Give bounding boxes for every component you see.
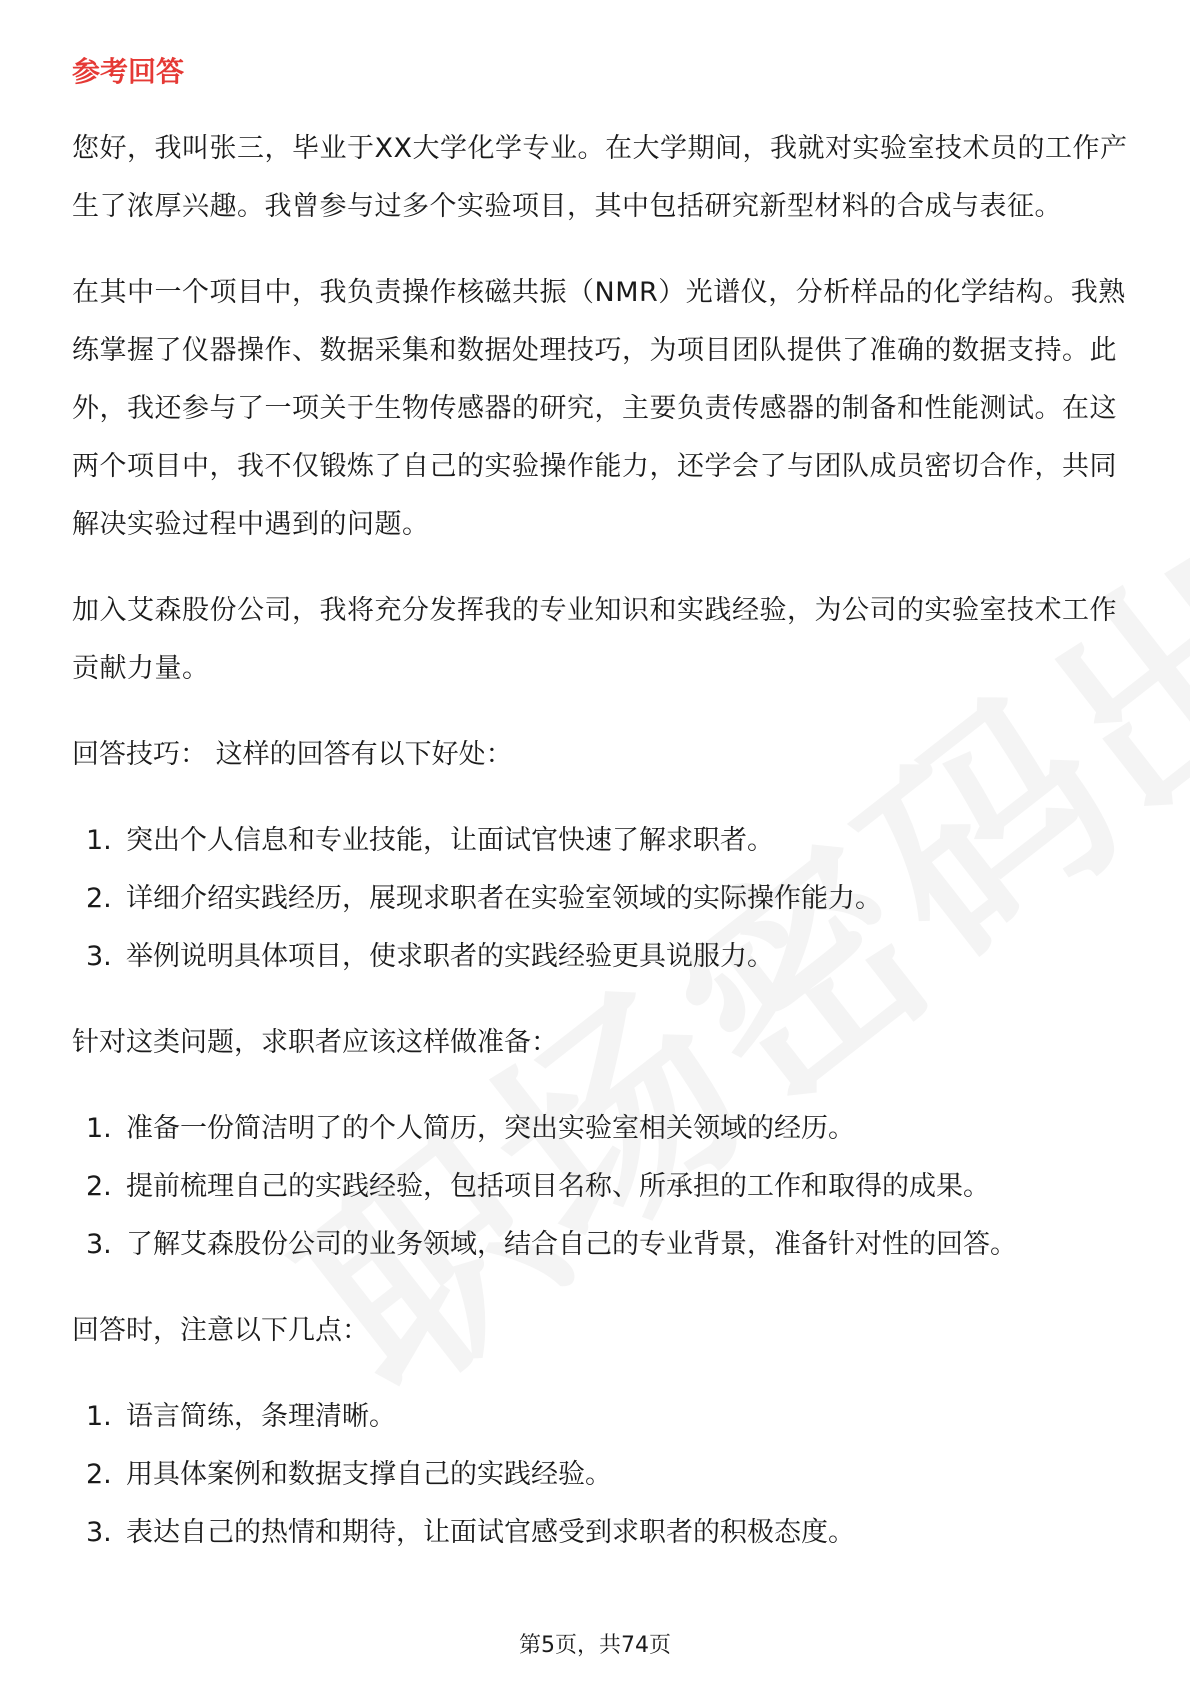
list-number: 3. [86, 1517, 112, 1548]
list-item [86, 1504, 1132, 1562]
document-page [72, 48, 1132, 1590]
list-number: 2. [86, 1459, 112, 1490]
notes-label: 回答时，注意以下几点： [72, 1315, 369, 1346]
list-text: 准备一份简洁明了的个人简历，突出实验室相关领域的经历。 [126, 1113, 855, 1144]
list-item [86, 812, 1132, 870]
tips-list [72, 812, 1132, 986]
list-item [86, 1388, 1132, 1446]
prep-list [72, 1100, 1132, 1274]
list-number: 2. [86, 1171, 112, 1202]
list-number: 3. [86, 1229, 112, 1260]
list-text: 了解艾森股份公司的业务领域，结合自己的专业背景，准备针对性的回答。 [126, 1229, 1017, 1260]
list-number: 3. [86, 941, 112, 972]
tips-label: 回答技巧： 这样的回答有以下好处： [72, 739, 513, 770]
list-item [86, 1216, 1132, 1274]
list-text: 提前梳理自己的实践经验，包括项目名称、所承担的工作和取得的成果。 [126, 1171, 990, 1202]
notes-list [72, 1388, 1132, 1562]
list-number: 2. [86, 883, 112, 914]
list-text: 用具体案例和数据支撑自己的实践经验。 [126, 1459, 612, 1490]
list-text: 表达自己的热情和期待，让面试官感受到求职者的积极态度。 [126, 1517, 855, 1548]
section-heading: 参考回答 [72, 55, 185, 88]
list-item [86, 870, 1132, 928]
page-number-footer: 第5页，共74页 [519, 1633, 671, 1658]
list-item [86, 928, 1132, 986]
list-text: 详细介绍实践经历，展现求职者在实验室领域的实际操作能力。 [126, 883, 882, 914]
list-text: 突出个人信息和专业技能，让面试官快速了解求职者。 [126, 825, 774, 856]
closing-paragraph: 加入艾森股份公司，我将充分发挥我的专业知识和实践经验，为公司的实验室技术工作贡献力量。 [72, 595, 1117, 684]
intro-paragraph: 您好，我叫张三，毕业于XX大学化学专业。在大学期间，我就对实验室技术员的工作产生了浓厚兴趣。我曾参与过多个实验项目，其中包括研究新型材料的合成与表征。 [72, 133, 1128, 222]
project-paragraph: 在其中一个项目中，我负责操作核磁共振（NMR）光谱仪，分析样品的化学结构。我熟练掌握了仪器操作、数据采集和数据处理技巧，为项目团队提供了准确的数据支持。此外，我还参与了一项关于生物传感器的研究，主要负责传感器的制备和性能测试。在这两个项目中，我不仅锻炼了自己的实验操作能力，还学会了与团队成员密切合作，共同解决实验过程中遇到的问题。 [72, 277, 1126, 540]
list-item [86, 1158, 1132, 1216]
list-number: 1. [86, 1401, 112, 1432]
prep-label: 针对这类问题，求职者应该这样做准备： [72, 1027, 558, 1058]
list-number: 1. [86, 1113, 112, 1144]
list-text: 语言简练，条理清晰。 [126, 1401, 396, 1432]
list-text: 举例说明具体项目，使求职者的实践经验更具说服力。 [126, 941, 774, 972]
list-number: 1. [86, 825, 112, 856]
list-item [86, 1446, 1132, 1504]
list-item [86, 1100, 1132, 1158]
